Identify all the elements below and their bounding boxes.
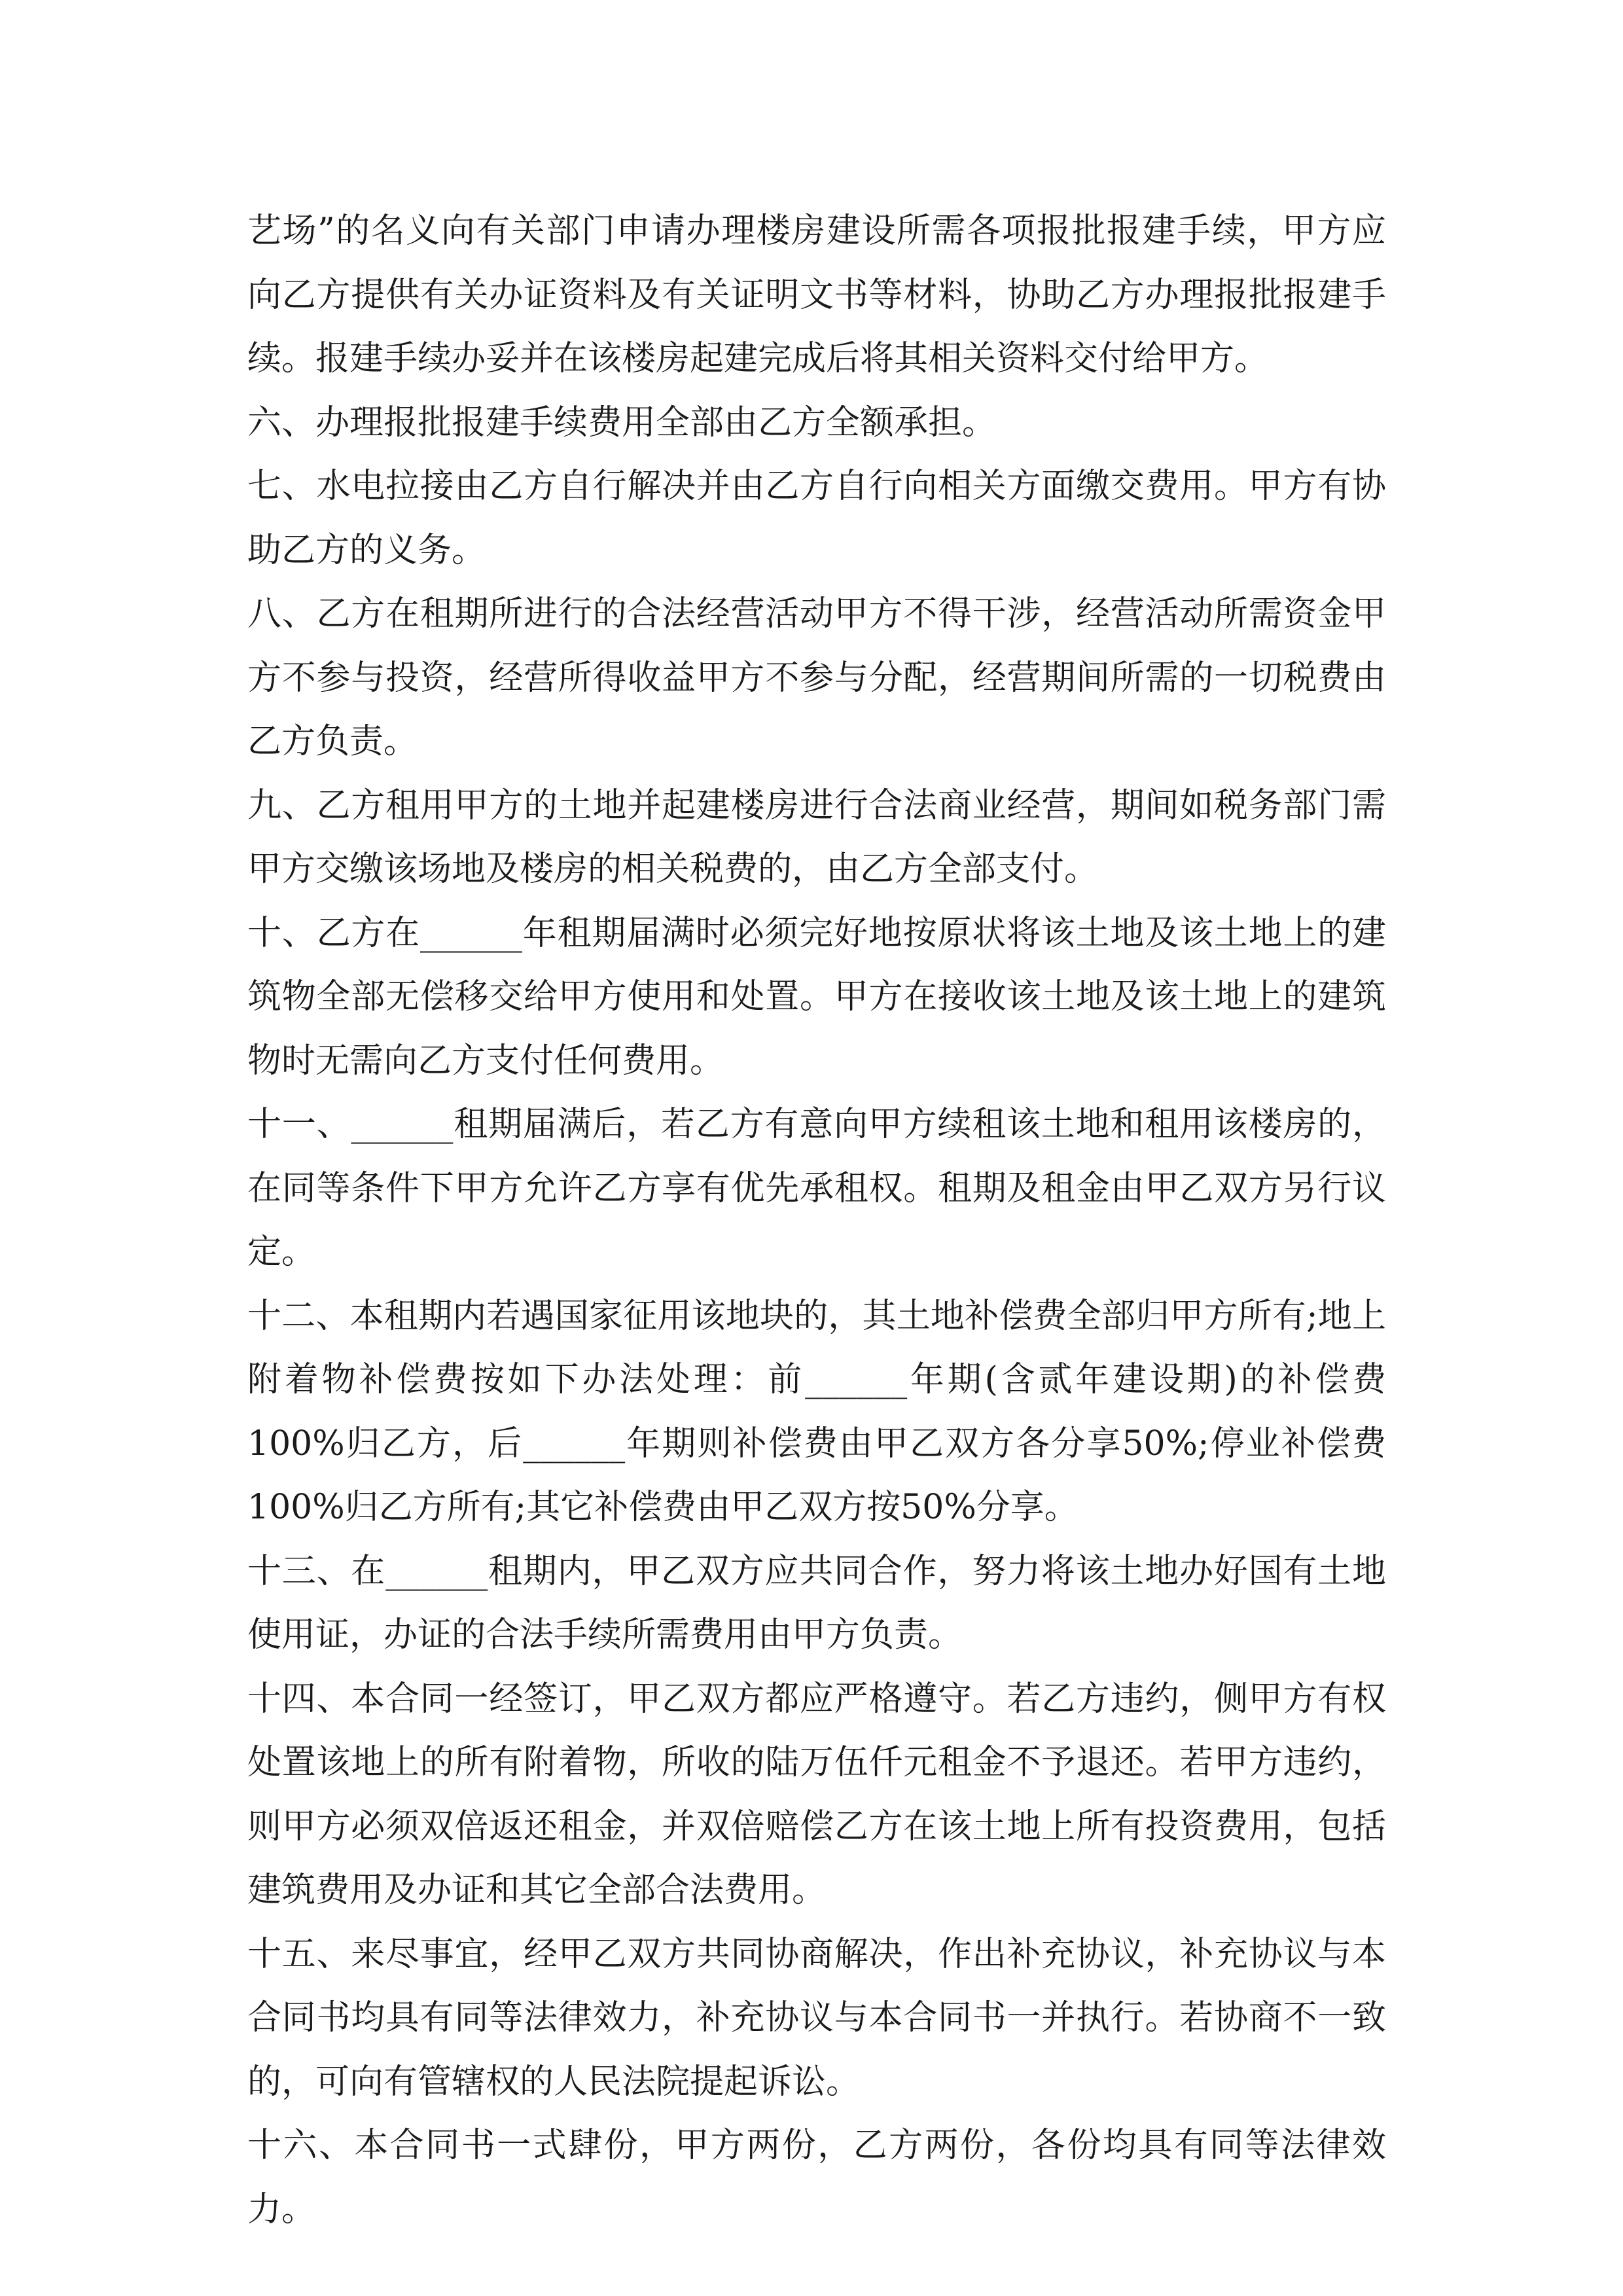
clause-12: 十二、本租期内若遇国家征用该地块的，其土地补偿费全部归甲方所有;地上附着物补偿费按如下办法处理：前______年期(含贰年建设期)的补偿费100%归乙方，后______年期则补偿费由甲乙双方各分享50%;停业补偿费100%归乙方所有;其它补偿费由甲乙双方按50%分享。 <box>247 1296 1386 1527</box>
clause-8: 八、乙方在租期所进行的合法经营活动甲方不得干涉，经营活动所需资金甲方不参与投资，经营所得收益甲方不参与分配，经营期间所需的一切税费由乙方负责。 <box>247 594 1386 761</box>
clause-9: 九、乙方租用甲方的土地并起建楼房进行合法商业经营，期间如税务部门需甲方交缴该场地及楼房的相关税费的，由乙方全部支付。 <box>247 785 1386 889</box>
clause-6: 六、办理报批报建手续费用全部由乙方全额承担。 <box>247 403 997 442</box>
clause-13: 十三、在______租期内，甲乙双方应共同合作，努力将该土地办好国有土地使用证，办证的合法手续所需费用由甲方负责。 <box>247 1551 1386 1655</box>
clause-15: 十五、来尽事宜，经甲乙双方共同协商解决，作出补充协议，补充协议与本合同书均具有同等法律效力，补充协议与本合同书一并执行。若协商不一致的，可向有管辖权的人民法院提起诉讼。 <box>247 1934 1386 2102</box>
paragraph-continuation: 艺场”的名义向有关部门申请办理楼房建设所需各项报批报建手续，甲方应向乙方提供有关办证资料及有关证明文书等材料，协助乙方办理报批报建手续。报建手续办妥并在该楼房起建完成后将其相关资料交付给甲方。 <box>247 211 1386 378</box>
clause-11: 十一、______租期届满后，若乙方有意向甲方续租该土地和租用该楼房的，在同等条件下甲方允许乙方享有优先承租权。租期及租金由甲乙双方另行议定。 <box>247 1105 1386 1272</box>
contract-body <box>247 200 1386 2242</box>
clause-16: 十六、本合同书一式肆份，甲方两份，乙方两份，各份均具有同等法律效力。 <box>247 2126 1386 2229</box>
clause-7: 七、水电拉接由乙方自行解决并由乙方自行向相关方面缴交费用。甲方有协助乙方的义务。 <box>247 467 1386 570</box>
clause-14: 十四、本合同一经签订，甲乙双方都应严格遵守。若乙方违约，侧甲方有权处置该地上的所有附着物，所收的陆万伍仟元租金不予退还。若甲方违约，则甲方必须双倍返还租金，并双倍赔偿乙方在该土地上所有投资费用，包括建筑费用及办证和其它全部合法费用。 <box>247 1679 1386 1910</box>
clause-10: 十、乙方在______年租期届满时必须完好地按原状将该土地及该土地上的建筑物全部无偿移交给甲方使用和处置。甲方在接收该土地及该土地上的建筑物时无需向乙方支付任何费用。 <box>247 913 1386 1081</box>
